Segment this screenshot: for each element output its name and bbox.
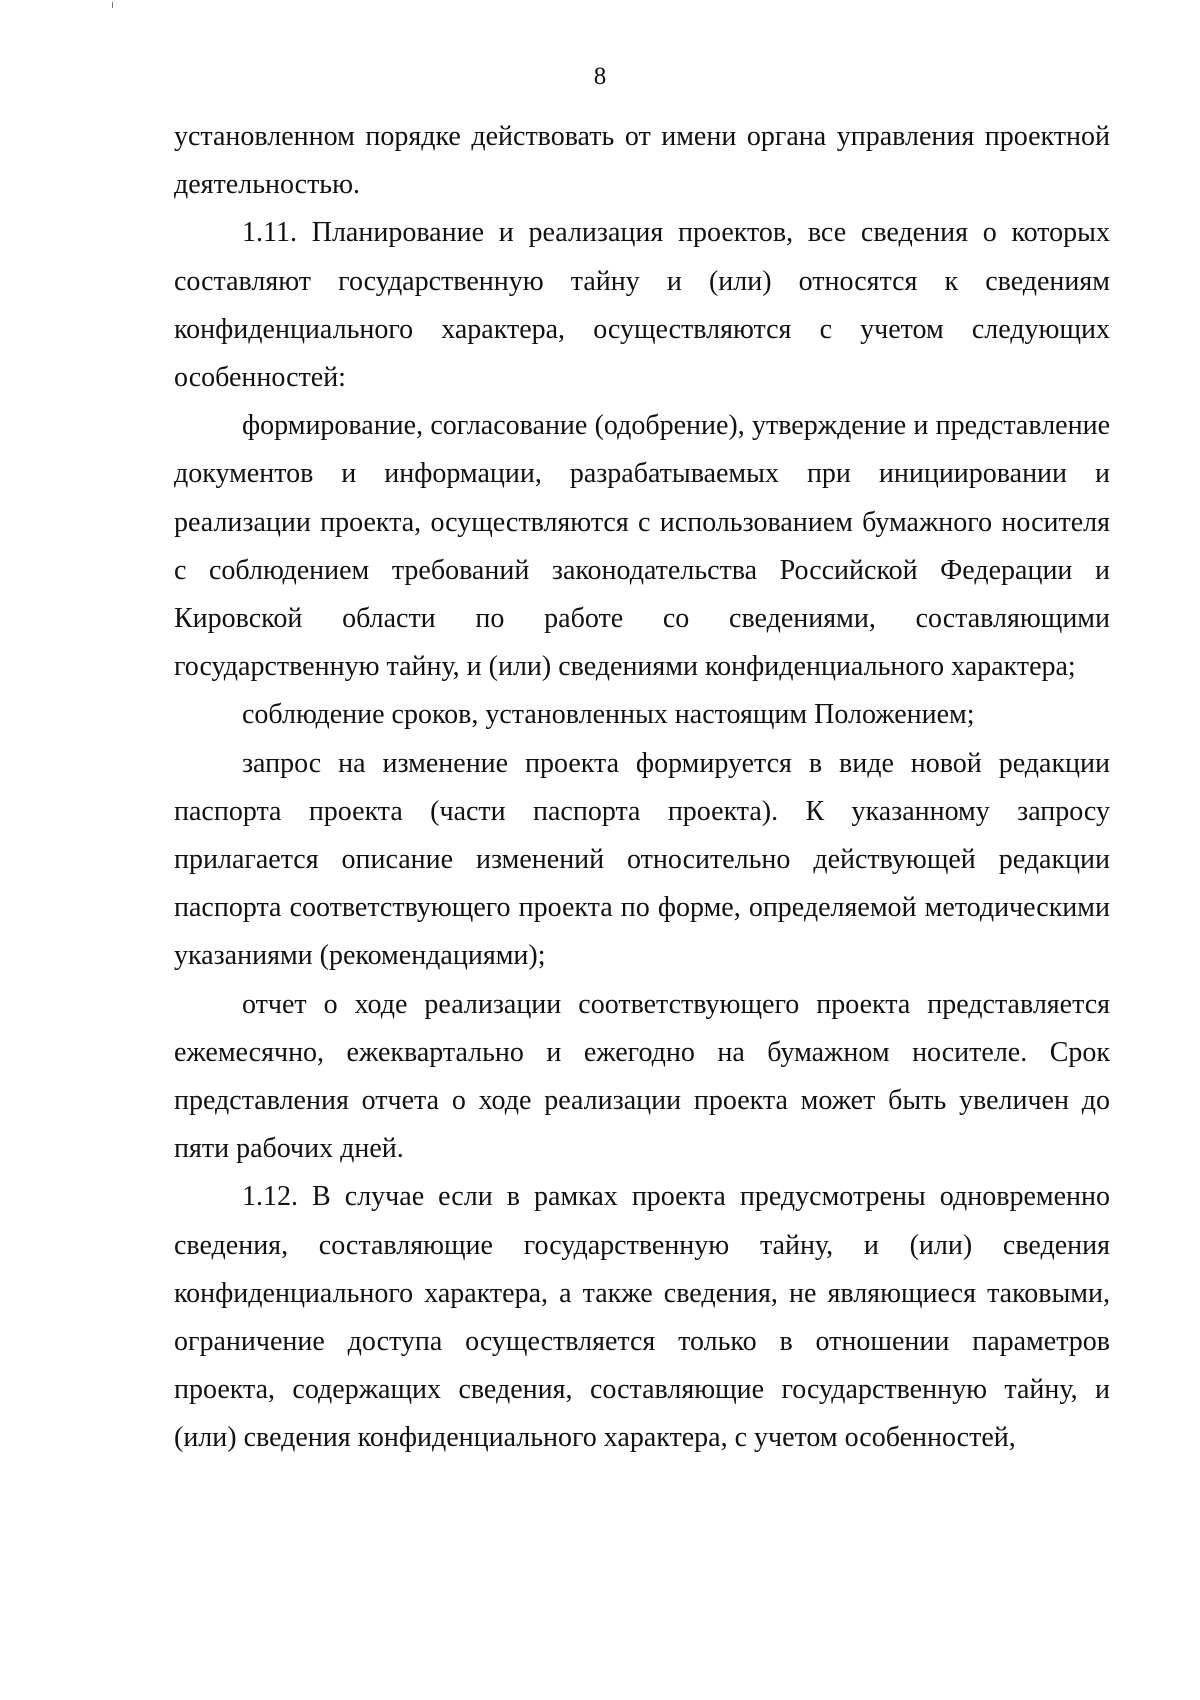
paragraph-documents-formation: формирование, согласование (одобрение), утверждение и представление документов и информации, разрабатываемых при инициировании и реализации проекта, осуществляются с использованием бумажного носителя с соблюдением требований законодательства Российской Федерации и Кировской области по работе со сведениями, составляющими государственную тайну, и (или) сведениями конфиденциального характера; <box>174 410 1110 683</box>
page-number: 8 <box>593 63 607 90</box>
paragraph-clause-1-11: 1.11. Планирование и реализация проектов, все сведения о которых составляют государственную тайну и (или) относятся к сведениям конфиденциального характера, осуществляются с учетом следующих особенностей: <box>174 217 1110 394</box>
paragraph-clause-1-12: 1.12. В случае если в рамках проекта предусмотрены одновременно сведения, составляющие государственную тайну, и (или) сведения конфиденциального характера, а также сведения, не являющиеся таковыми, ограничение доступа осуществляется только в отношении параметров проекта, содержащих сведения, составляющие государственную тайну, и (или) сведения конфиденциального характера, с учетом особенностей, <box>174 1181 1110 1454</box>
paragraph-continuation: установленном порядке действовать от имени органа управления проектной деятельностью. <box>174 121 1110 201</box>
paragraph-change-request: запрос на изменение проекта формируется в виде новой редакции паспорта проекта (части паспорта проекта). К указанному запросу прилагается описание изменений относительно действующей редакции паспорта соответствующего проекта по форме, определяемой методическими указаниями (рекомендациями); <box>174 747 1110 972</box>
scan-mark <box>112 2 113 8</box>
document-body <box>174 113 1110 1463</box>
paragraph-deadlines: соблюдение сроков, установленных настоящим Положением; <box>242 699 975 731</box>
paragraph-progress-report: отчет о ходе реализации соответствующего проекта представляется ежемесячно, ежеквартально и ежегодно на бумажном носителе. Срок представления отчета о ходе реализации проекта может быть увеличен до пяти рабочих дней. <box>174 988 1110 1165</box>
